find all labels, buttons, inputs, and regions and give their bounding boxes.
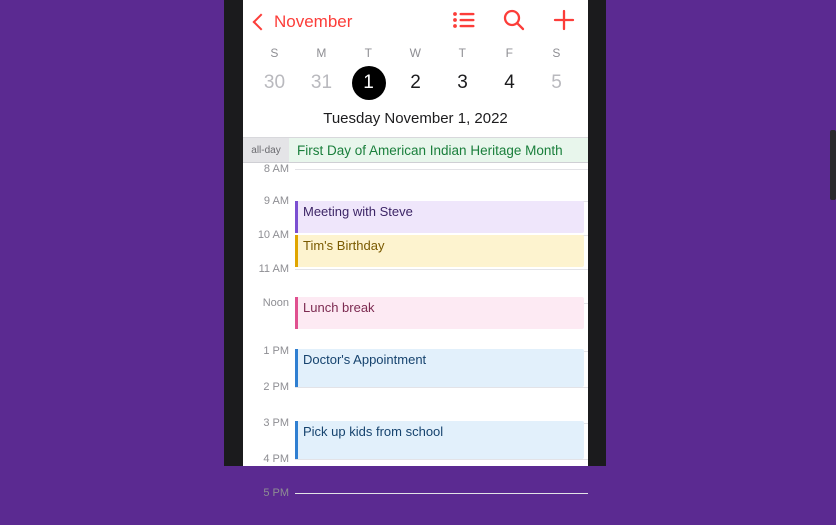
weekday-initial: T xyxy=(364,46,373,60)
calendar-event[interactable] xyxy=(295,235,584,267)
calendar-event[interactable] xyxy=(295,421,584,459)
day-number: 1 xyxy=(352,66,386,100)
back-button-label: November xyxy=(274,12,353,31)
hour-row xyxy=(243,381,588,419)
chevron-left-icon xyxy=(253,14,270,31)
event-color-bar xyxy=(295,201,298,233)
event-title: Tim's Birthday xyxy=(303,238,385,253)
day-cell[interactable] xyxy=(486,66,533,100)
hour-label: 9 AM xyxy=(263,195,289,207)
hour-gridline xyxy=(295,387,588,388)
event-color-bar xyxy=(295,235,298,267)
hour-gridline xyxy=(295,169,588,170)
calendar-event[interactable] xyxy=(295,297,584,329)
weekday-initial: F xyxy=(505,46,514,60)
weekday-header xyxy=(243,46,588,60)
all-day-event-title: First Day of American Indian Heritage Month xyxy=(289,138,588,162)
event-color-bar xyxy=(295,349,298,387)
event-color-bar xyxy=(295,297,298,329)
hour-label: 5 PM xyxy=(263,487,289,499)
day-number: 4 xyxy=(504,72,515,93)
event-title: Pick up kids from school xyxy=(303,424,444,439)
weekday-initial: T xyxy=(458,46,467,60)
power-button[interactable] xyxy=(830,130,836,200)
back-to-month-button[interactable] xyxy=(255,12,352,32)
hour-label: 1 PM xyxy=(263,345,289,357)
hour-gridline xyxy=(295,493,588,494)
weekday-initial: S xyxy=(552,46,561,60)
day-cell[interactable] xyxy=(533,66,580,100)
plus-icon[interactable] xyxy=(552,8,576,37)
calendar-event[interactable] xyxy=(295,201,584,233)
hour-row xyxy=(243,453,588,491)
event-color-bar xyxy=(295,421,298,459)
day-number: 31 xyxy=(310,72,333,93)
hour-label: 11 AM xyxy=(258,263,289,275)
search-icon[interactable] xyxy=(502,8,526,37)
selected-date-title: Tuesday November 1, 2022 xyxy=(323,110,508,127)
day-number: 5 xyxy=(551,72,562,93)
hour-label: 4 PM xyxy=(263,453,289,465)
all-day-event-row[interactable] xyxy=(243,138,588,162)
weekday-initial: S xyxy=(270,46,279,60)
hour-label: 3 PM xyxy=(263,417,289,429)
hour-gridline xyxy=(295,459,588,460)
day-cell[interactable] xyxy=(392,66,439,100)
hour-label: 8 AM xyxy=(263,163,289,175)
weekday-initial: M xyxy=(316,46,327,60)
day-cell[interactable] xyxy=(298,66,345,100)
day-number: 30 xyxy=(263,72,286,93)
hour-label: 2 PM xyxy=(263,381,289,393)
day-cell-selected[interactable] xyxy=(345,66,392,100)
calendar-event[interactable] xyxy=(295,349,584,387)
day-number: 3 xyxy=(457,72,468,93)
day-cell[interactable] xyxy=(251,66,298,100)
event-title: Meeting with Steve xyxy=(303,204,413,219)
hour-gridline xyxy=(295,269,588,270)
calendar-app-screen xyxy=(243,0,588,499)
hour-row xyxy=(243,163,588,201)
hour-row xyxy=(243,487,588,525)
list-icon[interactable] xyxy=(452,11,476,34)
hour-label: Noon xyxy=(262,297,289,309)
hour-label: 10 AM xyxy=(257,229,289,241)
event-title: Doctor's Appointment xyxy=(303,352,427,367)
week-date-strip xyxy=(243,66,588,100)
navigation-actions xyxy=(452,8,576,37)
weekday-initial: W xyxy=(409,46,422,60)
all-day-label: all-day xyxy=(243,138,289,162)
day-cell[interactable] xyxy=(439,66,486,100)
day-timeline[interactable] xyxy=(243,163,588,499)
day-number: 2 xyxy=(410,72,421,93)
event-title: Lunch break xyxy=(303,300,375,315)
navigation-bar xyxy=(243,0,588,44)
